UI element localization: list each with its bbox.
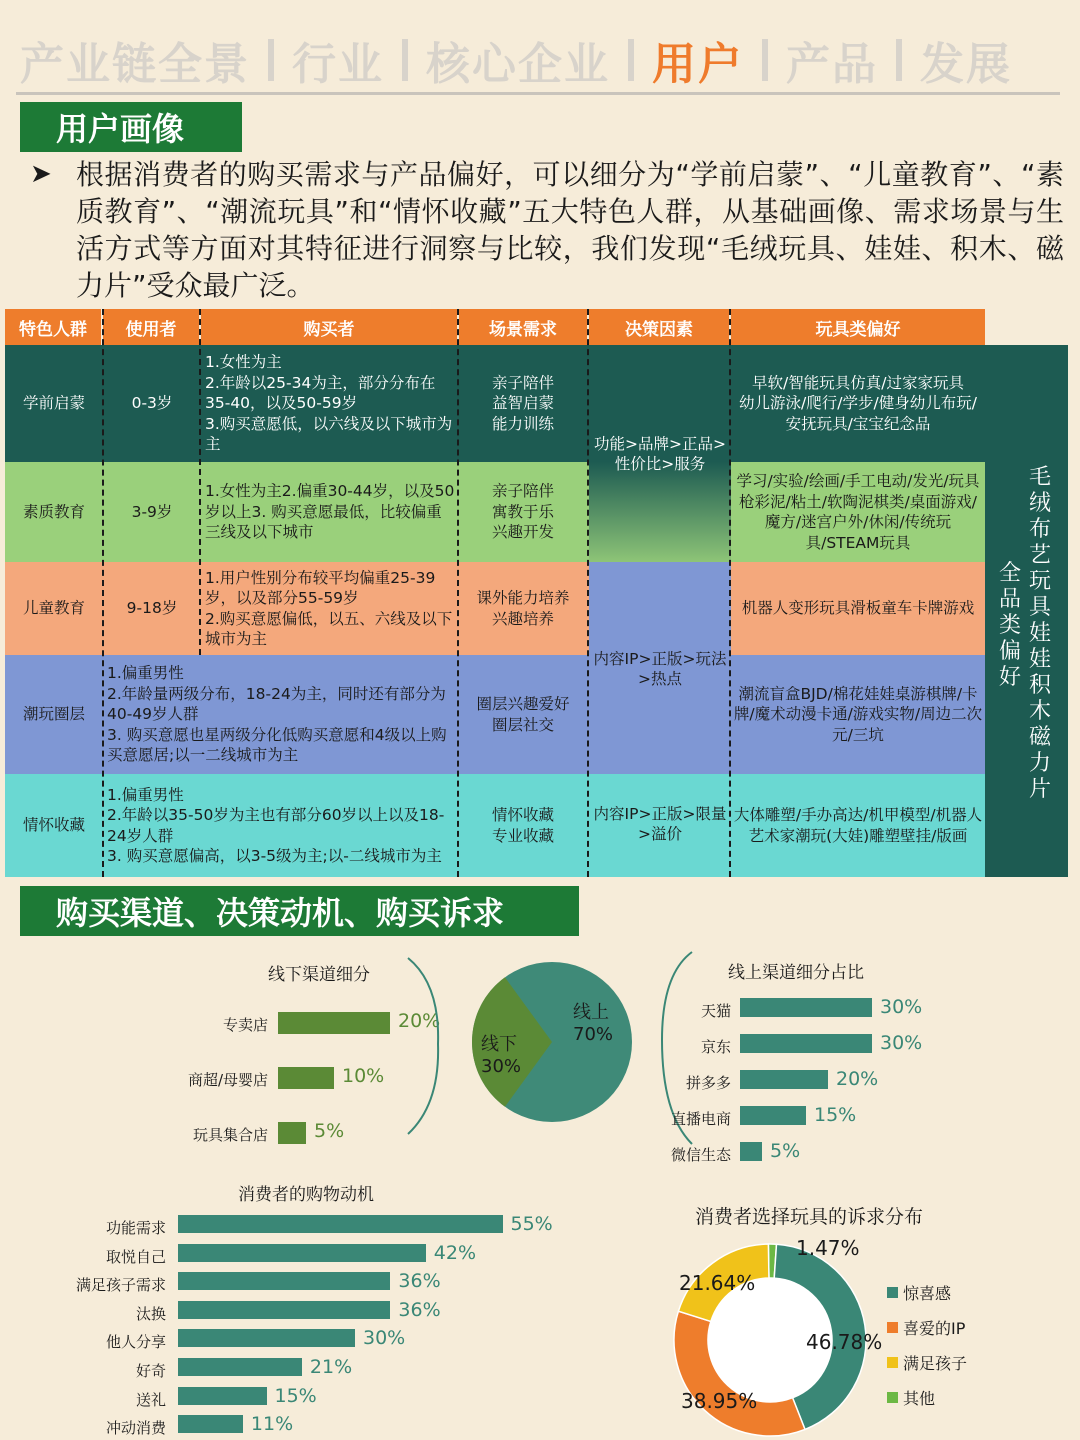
bar-category-label: 玩具集合店 (192, 1126, 268, 1144)
legend-swatch (887, 1287, 898, 1298)
decision-cell: 功能>品牌>正品>性价比>服务 (594, 434, 726, 473)
bar (178, 1244, 426, 1262)
legend-swatch (887, 1392, 898, 1403)
table-cell: 儿童教育 (22, 599, 85, 618)
side-sub-text: 全品类偏好 (998, 561, 1021, 690)
table-header-group: 特色人群 (5, 309, 101, 345)
bar (740, 1106, 806, 1125)
table-cell: 1.女性为主 2.年龄以25-34为主，部分分布在35-40，以及50-59岁 3.购买意愿低，以六线及以下城市为主 (205, 353, 453, 454)
top-nav (20, 30, 1060, 90)
bar-category-label: 微信生态 (670, 1146, 731, 1164)
bar-category-label: 功能需求 (105, 1219, 166, 1237)
table-cell: 0-3岁 (131, 394, 173, 413)
legend-swatch (887, 1322, 898, 1333)
nav-item-users[interactable]: 用户 (652, 39, 744, 90)
legend-label: 喜爱的IP (903, 1319, 966, 1338)
bar-value-label: 10% (342, 1065, 385, 1087)
nav-item-industry[interactable]: 行业 (292, 39, 384, 90)
intro-paragraph (30, 156, 1064, 304)
bar-value-label: 55% (510, 1213, 553, 1235)
table-header-decision: 决策因素 (589, 309, 729, 345)
bar-value-label: 20% (836, 1068, 879, 1090)
bar-value-label: 30% (880, 1032, 923, 1054)
nav-separator (896, 39, 902, 81)
pie-value-offline: 30% (481, 1056, 522, 1077)
pie-value-online: 70% (573, 1024, 614, 1045)
bar (178, 1415, 243, 1433)
bar-category-label: 汰换 (135, 1304, 166, 1323)
donut-value-label: 46.78% (806, 1330, 883, 1354)
nav-item-products[interactable]: 产品 (786, 39, 878, 90)
bar-category-label: 冲动消费 (105, 1419, 166, 1438)
table-cell: 大体雕塑/手办高达/机甲模型/机器人艺术家潮玩(大娃)雕塑壁挂/版画 (733, 806, 983, 845)
table-cell: 情怀收藏 专业收藏 (491, 806, 554, 845)
bar (178, 1329, 355, 1347)
pie-label-offline: 线下 (481, 1034, 517, 1055)
bar-category-label: 专卖店 (222, 1016, 268, 1034)
bar-category-label: 他人分享 (105, 1333, 166, 1352)
table-cell: 3-9岁 (131, 502, 173, 521)
bar (740, 1034, 872, 1053)
nav-item-industry-chain[interactable]: 产业链全景 (20, 39, 250, 90)
column-divider (102, 309, 104, 877)
bar-value-label: 5% (770, 1140, 801, 1162)
table-header-user: 使用者 (103, 309, 199, 345)
table-cell: 亲子陪伴 益智启蒙 能力训练 (491, 373, 554, 433)
bar-category-label: 京东 (700, 1038, 731, 1056)
bar (740, 1070, 828, 1089)
bar-value-label: 30% (363, 1327, 406, 1350)
column-divider (457, 309, 459, 877)
column-divider (729, 309, 731, 877)
nav-separator (402, 39, 408, 81)
bar-category-label: 天猫 (700, 1002, 731, 1020)
bar-value-label: 11% (250, 1413, 294, 1436)
appeal-chart-title: 消费者选择玩具的诉求分布 (695, 1206, 924, 1228)
nav-separator (628, 39, 634, 81)
all-category-preference-panel (985, 345, 1068, 877)
table-header-buyer: 购买者 (201, 309, 457, 345)
bar (278, 1067, 334, 1089)
bar-category-label: 取悦自己 (105, 1247, 166, 1266)
donut-value-label: 21.64% (679, 1271, 756, 1295)
bar-value-label: 36% (398, 1298, 441, 1321)
bar-category-label: 满足孩子需求 (75, 1276, 166, 1295)
nav-item-development[interactable]: 发展 (920, 39, 1012, 90)
table-cell: 课外能力培养 兴趣培养 (476, 589, 570, 628)
table-cell: 1.偏重男性 2.年龄以35-50岁为主也有部分60岁以上以及18-24岁人群 3. 购买意愿偏高，以3-5级为主;以-二线城市为主 (107, 785, 445, 865)
bar (278, 1012, 390, 1034)
bar (178, 1215, 503, 1233)
bar-category-label: 好奇 (135, 1362, 166, 1380)
table-header-preference: 玩具类偏好 (731, 309, 985, 345)
bullet-arrow-icon: ➤ (30, 159, 52, 189)
table-cell: 学前启蒙 (22, 394, 85, 413)
nav-separator (268, 39, 274, 81)
legend-label: 其他 (903, 1389, 936, 1408)
bar (740, 1142, 762, 1161)
legend-label: 满足孩子 (903, 1354, 968, 1373)
bar-value-label: 15% (814, 1104, 857, 1126)
decision-cell: 内容IP>正版>限量>溢价 (593, 804, 727, 843)
column-divider (587, 309, 589, 877)
bar-value-label: 30% (880, 996, 923, 1018)
bar (278, 1122, 306, 1144)
nav-underline (16, 92, 1060, 95)
donut-value-label: 1.47% (796, 1236, 860, 1260)
offline-bracket (408, 958, 438, 1134)
legend-swatch (887, 1357, 898, 1368)
legend-item (887, 1351, 967, 1374)
bar-value-label: 20% (398, 1010, 441, 1032)
nav-item-core-companies[interactable]: 核心企业 (426, 39, 610, 90)
bar (178, 1272, 390, 1290)
legend-item (887, 1281, 951, 1304)
legend-item (887, 1386, 935, 1409)
table-cell: 潮玩圈层 (22, 705, 85, 724)
bar (178, 1301, 390, 1319)
donut-value-label: 38.95% (681, 1389, 758, 1413)
bar-category-label: 拼多多 (685, 1074, 731, 1092)
table-cell: 1.用户性别分布较平均偏重25-39岁，以及部分55-59岁 2.购买意愿偏低，以五、六线及以下城市为主 (205, 568, 453, 648)
nav-separator (762, 39, 768, 81)
bar-value-label: 21% (309, 1356, 353, 1378)
bar-value-label: 15% (274, 1384, 317, 1407)
table-cell: 素质教育 (22, 502, 85, 521)
bar-category-label: 商超/母婴店 (187, 1071, 268, 1089)
table-cell: 潮流盲盒BJD/棉花娃娃桌游棋牌/卡牌/魔术动漫卡通/游戏实物/周边二次元/三坑 (733, 684, 983, 744)
bar-value-label: 42% (433, 1241, 477, 1264)
legend-item (887, 1316, 965, 1339)
table-cell: 1.女性为主2.偏重30-44岁，以及50岁以上3. 购买意愿最低，比较偏重三线及以下城市 (205, 482, 455, 542)
bar-value-label: 5% (314, 1120, 345, 1142)
online-chart-title: 线上渠道细分占比 (728, 963, 864, 983)
motivation-chart-title: 消费者的购物动机 (238, 1185, 374, 1205)
section-title-user-profile: 用户画像 (20, 102, 242, 152)
intro-text: 根据消费者的购买需求与产品偏好，可以细分为“学前启蒙”、“儿童教育”、“素质教育”、“潮流玩具”和“情怀收藏”五大特色人群，从基础画像、需求场景与生活方式等方面对其特征进行洞察与比较，我们发现“毛绒玩具、娃娃、积木、磁力片”受众最广泛。 (76, 158, 1064, 302)
side-main-text: 毛绒布艺玩具娃娃积木磁力片 (1028, 465, 1051, 802)
legend-label: 惊喜感 (903, 1284, 952, 1303)
offline-chart-title: 线下渠道细分 (268, 965, 370, 985)
table-header-scene: 场景需求 (459, 309, 587, 345)
table-cell: 亲子陪伴 寓教于乐 兴趣开发 (491, 482, 554, 542)
bar-category-label: 送礼 (135, 1390, 166, 1409)
table-cell: 1.偏重男性 2.年龄量两级分布，18-24为主，同时还有部分为40-49岁人群 3. 购买意愿也星两级分化低购买意愿和4级以上购买意愿居;以一二线城市为主 (107, 664, 447, 765)
bar (178, 1387, 267, 1405)
table-cell: 学习/实验/绘画/手工电动/发光/玩具枪彩泥/粘土/软陶泥棋类/桌面游戏/魔方/迷宫户外/休闲/传统玩具/STEAM玩具 (736, 472, 980, 552)
bar-value-label: 36% (398, 1270, 441, 1293)
section-title-channels: 购买渠道、决策动机、购买诉求 (20, 886, 579, 936)
bar (740, 998, 872, 1017)
table-cell: 9-18岁 (126, 599, 178, 618)
column-divider (199, 309, 201, 655)
bar (178, 1358, 302, 1376)
table-cell: 机器人变形玩具滑板童车卡牌游戏 (741, 599, 975, 618)
bar-category-label: 直播电商 (670, 1110, 731, 1128)
table-cell: 圈层兴趣爱好 圈层社交 (476, 695, 570, 734)
table-cell: 情怀收藏 (22, 816, 85, 835)
pie-label-online: 线上 (573, 1002, 609, 1023)
decision-cell: 内容IP>正版>玩法>热点 (593, 649, 727, 688)
user-segment-table (5, 309, 1068, 877)
table-cell: 早软/智能玩具仿真/过家家玩具 幼儿游泳/爬行/学步/健身幼儿布玩/安抚玩具/宝宝纪念品 (739, 373, 977, 433)
